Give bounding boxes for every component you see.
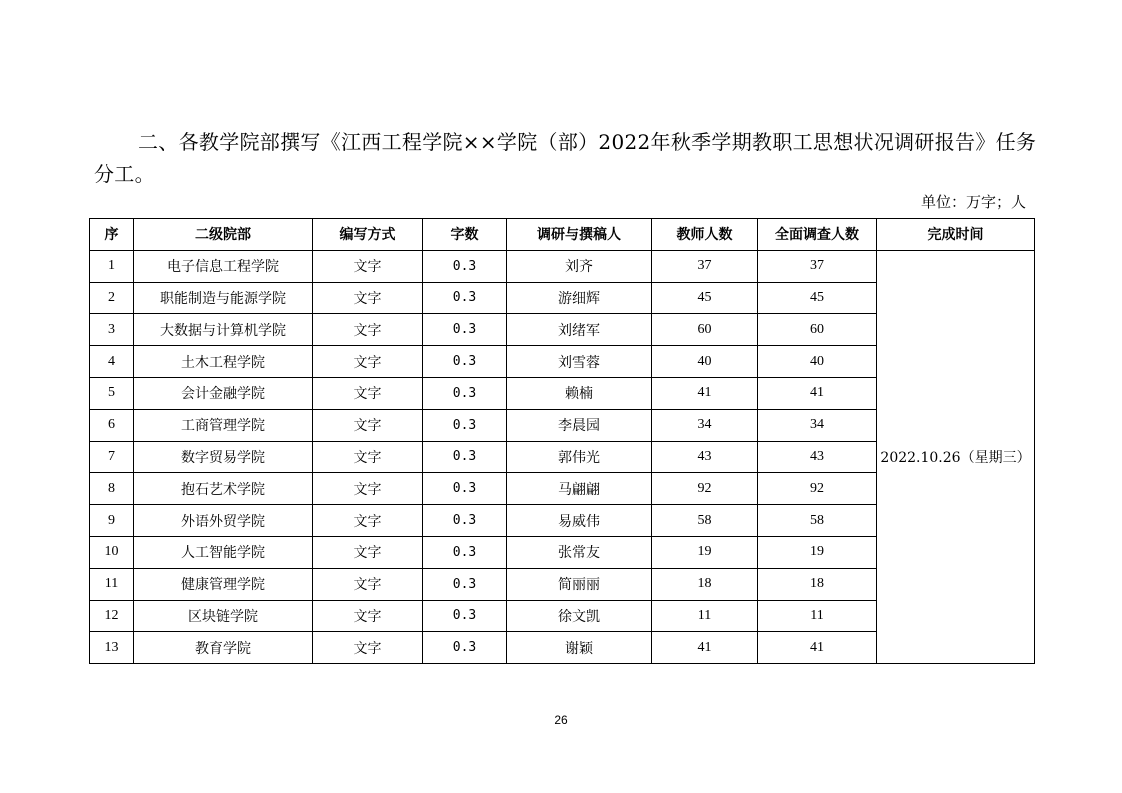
cell-writing-mode: 文字: [313, 600, 423, 632]
cell-writing-mode: 文字: [313, 536, 423, 568]
cell-surveyed-count: 58: [758, 505, 877, 537]
cell-surveyed-count: 60: [758, 314, 877, 346]
cell-index: 12: [90, 600, 134, 632]
header-department: 二级院部: [134, 219, 313, 251]
cell-teacher-count: 58: [652, 505, 758, 537]
cell-surveyed-count: 18: [758, 568, 877, 600]
cell-author: 李晨园: [507, 409, 652, 441]
cell-department: 教育学院: [134, 632, 313, 664]
cell-teacher-count: 19: [652, 536, 758, 568]
cell-teacher-count: 37: [652, 250, 758, 282]
cell-surveyed-count: 45: [758, 282, 877, 314]
cell-word-count: 0.3: [423, 441, 507, 473]
header-writing-mode: 编写方式: [313, 219, 423, 251]
cell-writing-mode: 文字: [313, 505, 423, 537]
cell-author: 刘齐: [507, 250, 652, 282]
header-word-count: 字数: [423, 219, 507, 251]
cell-writing-mode: 文字: [313, 473, 423, 505]
cell-writing-mode: 文字: [313, 409, 423, 441]
cell-author: 刘绪军: [507, 314, 652, 346]
cell-writing-mode: 文字: [313, 441, 423, 473]
assignment-table: [89, 218, 1035, 664]
section-heading: 二、各教学院部撰写《江西工程学院××学院（部）2022年秋季学期教职工思想状况调研报告》任务分工。: [94, 130, 1037, 186]
cell-index: 7: [90, 441, 134, 473]
cell-author: 赖楠: [507, 377, 652, 409]
cell-completion-time: 2022.10.26（星期三）: [877, 250, 1035, 663]
cell-word-count: 0.3: [423, 505, 507, 537]
cell-index: 6: [90, 409, 134, 441]
cell-department: 外语外贸学院: [134, 505, 313, 537]
cell-author: 徐文凯: [507, 600, 652, 632]
cell-index: 3: [90, 314, 134, 346]
cell-surveyed-count: 92: [758, 473, 877, 505]
cell-teacher-count: 40: [652, 346, 758, 378]
header-teacher-count: 教师人数: [652, 219, 758, 251]
cell-index: 9: [90, 505, 134, 537]
cell-department: 土木工程学院: [134, 346, 313, 378]
cell-author: 郭伟光: [507, 441, 652, 473]
cell-index: 11: [90, 568, 134, 600]
cell-teacher-count: 11: [652, 600, 758, 632]
page-number: 26: [554, 713, 568, 727]
cell-author: 简丽丽: [507, 568, 652, 600]
cell-department: 大数据与计算机学院: [134, 314, 313, 346]
header-surveyed-count: 全面调查人数: [758, 219, 877, 251]
cell-department: 会计金融学院: [134, 377, 313, 409]
cell-word-count: 0.3: [423, 314, 507, 346]
cell-department: 区块链学院: [134, 600, 313, 632]
cell-department: 职能制造与能源学院: [134, 282, 313, 314]
cell-surveyed-count: 37: [758, 250, 877, 282]
cell-teacher-count: 41: [652, 632, 758, 664]
table-row: [90, 250, 1035, 282]
header-index: 序: [90, 219, 134, 251]
cell-department: 工商管理学院: [134, 409, 313, 441]
cell-teacher-count: 60: [652, 314, 758, 346]
cell-word-count: 0.3: [423, 632, 507, 664]
cell-word-count: 0.3: [423, 250, 507, 282]
cell-word-count: 0.3: [423, 409, 507, 441]
cell-writing-mode: 文字: [313, 632, 423, 664]
cell-word-count: 0.3: [423, 282, 507, 314]
cell-surveyed-count: 41: [758, 377, 877, 409]
cell-teacher-count: 45: [652, 282, 758, 314]
cell-writing-mode: 文字: [313, 568, 423, 600]
cell-index: 8: [90, 473, 134, 505]
cell-surveyed-count: 11: [758, 600, 877, 632]
cell-teacher-count: 92: [652, 473, 758, 505]
cell-word-count: 0.3: [423, 536, 507, 568]
cell-department: 人工智能学院: [134, 536, 313, 568]
cell-teacher-count: 41: [652, 377, 758, 409]
header-author: 调研与撰稿人: [507, 219, 652, 251]
cell-department: 健康管理学院: [134, 568, 313, 600]
cell-word-count: 0.3: [423, 377, 507, 409]
cell-surveyed-count: 19: [758, 536, 877, 568]
cell-index: 2: [90, 282, 134, 314]
cell-index: 5: [90, 377, 134, 409]
cell-author: 马翩翩: [507, 473, 652, 505]
table-body: [90, 250, 1035, 663]
cell-author: 刘雪蓉: [507, 346, 652, 378]
cell-index: 10: [90, 536, 134, 568]
cell-author: 游细辉: [507, 282, 652, 314]
cell-word-count: 0.3: [423, 568, 507, 600]
cell-department: 数字贸易学院: [134, 441, 313, 473]
cell-department: 电子信息工程学院: [134, 250, 313, 282]
cell-writing-mode: 文字: [313, 346, 423, 378]
cell-teacher-count: 34: [652, 409, 758, 441]
cell-word-count: 0.3: [423, 600, 507, 632]
unit-note: 单位：万字；人: [920, 193, 1026, 211]
cell-surveyed-count: 41: [758, 632, 877, 664]
cell-surveyed-count: 40: [758, 346, 877, 378]
cell-teacher-count: 18: [652, 568, 758, 600]
cell-writing-mode: 文字: [313, 282, 423, 314]
cell-teacher-count: 43: [652, 441, 758, 473]
cell-author: 张常友: [507, 536, 652, 568]
cell-index: 13: [90, 632, 134, 664]
cell-department: 抱石艺术学院: [134, 473, 313, 505]
cell-writing-mode: 文字: [313, 377, 423, 409]
cell-index: 1: [90, 250, 134, 282]
cell-surveyed-count: 34: [758, 409, 877, 441]
header-completion-time: 完成时间: [877, 219, 1035, 251]
table-header-row: [90, 219, 1035, 251]
cell-word-count: 0.3: [423, 346, 507, 378]
cell-author: 易威伟: [507, 505, 652, 537]
cell-writing-mode: 文字: [313, 250, 423, 282]
cell-writing-mode: 文字: [313, 314, 423, 346]
cell-surveyed-count: 43: [758, 441, 877, 473]
cell-index: 4: [90, 346, 134, 378]
cell-word-count: 0.3: [423, 473, 507, 505]
cell-author: 谢颖: [507, 632, 652, 664]
